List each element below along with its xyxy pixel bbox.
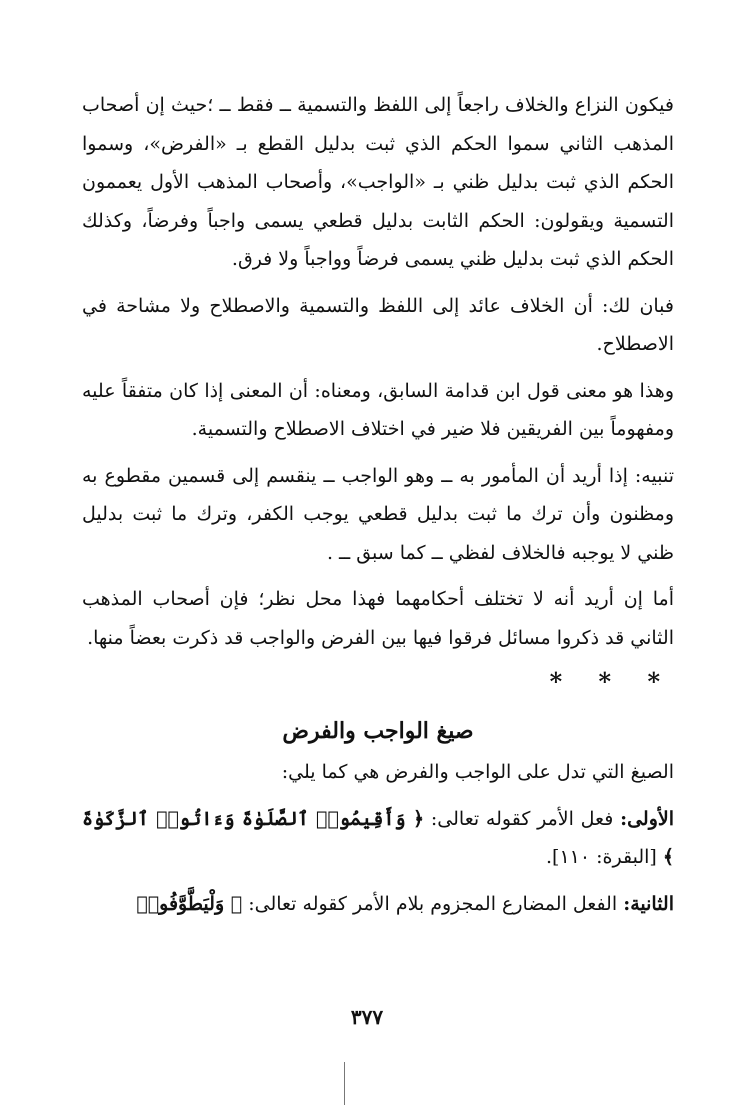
second-form-label: الثانية: xyxy=(623,892,674,915)
first-form-text: فعل الأمر كقوله تعالى: xyxy=(430,807,614,830)
paragraph-5: أما إن أريد أنه لا تختلف أحكامهما فهذا محل نظر؛ فإن أصحاب المذهب الثاني قد ذكروا مسائل فرقوا فيها بين الفرض والواجب قد ذكرت بعضاً منها. xyxy=(82,588,674,649)
paragraph-3: وهذا هو معنى قول ابن قدامة السابق، ومعناه: أن المعنى إذا كان متفقاً عليه ومفهوماً بين الفريقين فلا ضير في اختلاف الاصطلاح والتسمية. xyxy=(82,379,674,440)
page-body xyxy=(82,86,674,931)
paragraph-4: تنبيه: إذا أريد أن المأمور به ــ وهو الواجب ــ ينقسم إلى قسمين مقطوع به ومظنون وأن ترك ما ثبت بدليل قطعي يوجب الكفر، وترك ما ثبت بدليل ظني لا يوجبه فالخلاف لفظي ــ كما سبق ــ . xyxy=(82,464,674,564)
second-form-text: الفعل المضارع المجزوم بلام الأمر كقوله تعالى: xyxy=(248,892,618,915)
section-intro: الصيغ التي تدل على الواجب والفرض هي كما يلي: xyxy=(281,761,674,783)
section-separator: * * * xyxy=(549,667,674,696)
second-form-verse: ﴿ وَلْيَطَّوَّفُوا۟ xyxy=(136,892,243,915)
second-form-paragraph xyxy=(82,885,674,924)
first-form-label: الأولى: xyxy=(620,807,674,830)
gutter-line xyxy=(344,1062,345,1105)
section-heading: صيغ الواجب والفرض xyxy=(282,718,474,744)
first-form-paragraph xyxy=(82,800,674,877)
first-form-verse: ﴿ وَأَقِيمُوا۟ ٱلصَّلَوٰةَ وَءَاتُوا۟ ٱلزَّكَوٰةَ ﴾ xyxy=(82,807,674,868)
page-number: ٣٧٧ xyxy=(350,1005,384,1029)
first-form-reference: [البقرة: ١١٠]. xyxy=(546,846,657,868)
paragraph-1: فيكون النزاع والخلاف راجعاً إلى اللفظ والتسمية ــ فقط ــ ؛حيث إن أصحاب المذهب الثاني سموا الحكم الذي ثبت بدليل القطع بـ «الفرض»، وسموا الحكم الذي ثبت بدليل ظني بـ «الواجب»، وأصحاب المذهب الأول يعممون التسمية ويقولون: الحكم الثابت بدليل قطعي يسمى واجباً وفرضاً، وكذلك الحكم الذي ثبت بدليل ظني يسمى فرضاً وواجباً ولا فرق. xyxy=(82,94,674,270)
paragraph-2: فبان لك: أن الخلاف عائد إلى اللفظ والتسمية والاصطلاح ولا مشاحة في الاصطلاح. xyxy=(82,294,674,355)
